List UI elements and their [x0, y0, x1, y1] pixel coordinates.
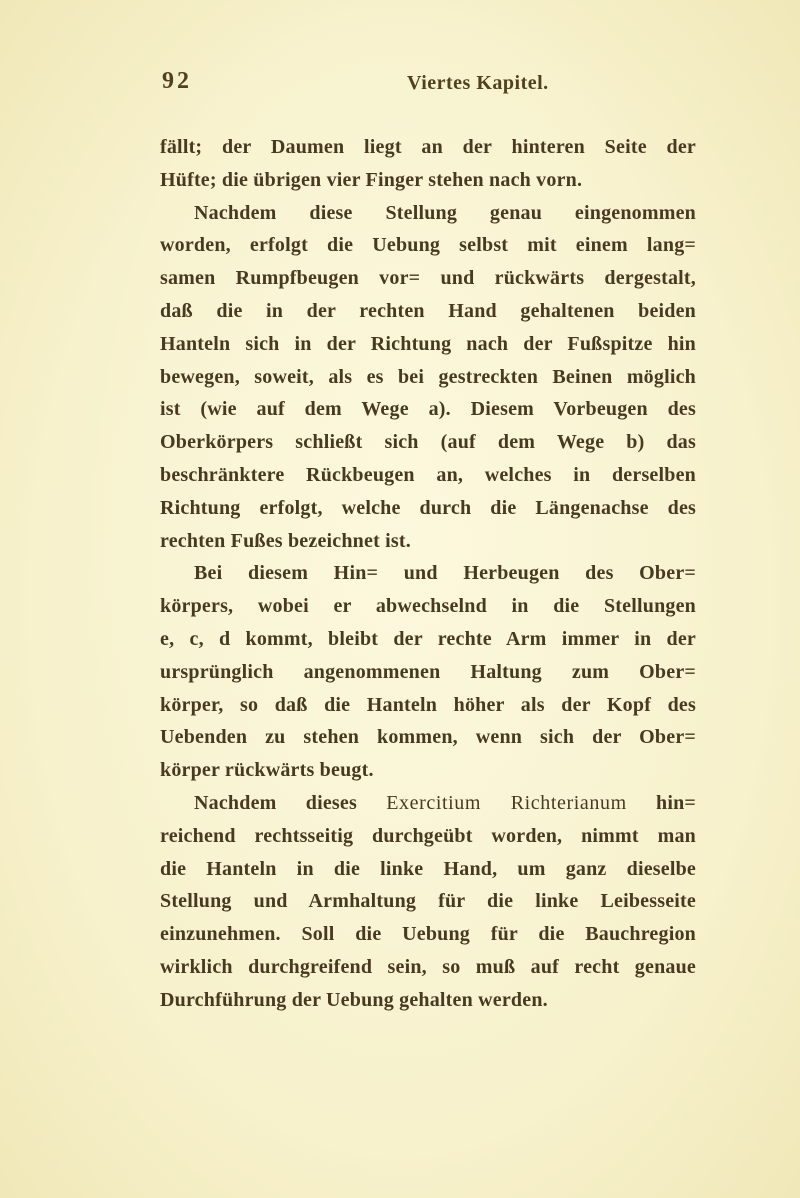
body-line: reichend rechtsseitig durchgeübt worden, nimmt man	[160, 824, 696, 847]
body-line: Durchführung der Uebung gehalten werden.	[160, 988, 548, 1011]
body-line: Oberkörpers schließt sich (auf dem Wege b) das	[160, 431, 696, 454]
body-line: worden, erfolgt die Uebung selbst mit einem lang=	[160, 234, 696, 257]
chapter-title: Viertes Kapitel.	[407, 72, 549, 94]
body-line: körper rückwärts beugt.	[160, 759, 374, 782]
body-line: körper, so daß die Hanteln höher als der Kopf des	[160, 693, 696, 716]
body-line-latin	[160, 787, 696, 820]
body-line: körpers, wobei er abwechselnd in die Stellungen	[160, 595, 696, 618]
text-block	[160, 131, 696, 1017]
latin-line-suffix: hin=	[626, 791, 697, 814]
body-line: einzunehmen. Soll die Uebung für die Bauchregion	[160, 923, 696, 946]
body-line: bewegen, soweit, als es bei gestreckten Beinen möglich	[160, 365, 696, 388]
body-line: daß die in der rechten Hand gehaltenen beiden	[160, 299, 696, 322]
body-line: Stellung und Armhaltung für die linke Leibesseite	[160, 890, 696, 913]
body-line: ursprünglich angenommenen Haltung zum Ober=	[160, 660, 696, 683]
body-line: beschränktere Rückbeugen an, welches in derselben	[160, 463, 696, 486]
body-line: Uebenden zu stehen kommen, wenn sich der Ober=	[160, 726, 696, 749]
body-line: wirklich durchgreifend sein, so muß auf recht genaue	[160, 955, 696, 978]
body-line: ist (wie auf dem Wege a). Diesem Vorbeugen des	[160, 398, 696, 421]
body-line: rechten Fußes bezeichnet ist.	[160, 529, 411, 552]
body-line: die Hanteln in die linke Hand, um ganz dieselbe	[160, 857, 696, 880]
body-line: samen Rumpfbeugen vor= und rückwärts dergestalt,	[160, 267, 696, 290]
body-line: e, c, d kommt, bleibt der rechte Arm immer in der	[160, 627, 696, 650]
latin-phrase: Exercitium Richterianum	[386, 791, 627, 814]
page-number: 92	[162, 68, 192, 94]
body-line: Hüfte; die übrigen vier Finger stehen nach vorn.	[160, 168, 583, 191]
body-line: Nachdem diese Stellung genau eingenommen	[194, 201, 696, 224]
page-header	[160, 68, 696, 102]
latin-line-prefix: Nachdem dieses	[194, 791, 387, 814]
body-line: Richtung erfolgt, welche durch die Längenachse des	[160, 496, 696, 519]
body-line: Bei diesem Hin= und Herbeugen des Ober=	[194, 562, 696, 585]
body-line: fällt; der Daumen liegt an der hinteren Seite der	[160, 136, 696, 158]
body-line: Hanteln sich in der Richtung nach der Fußspitze hin	[160, 332, 696, 355]
